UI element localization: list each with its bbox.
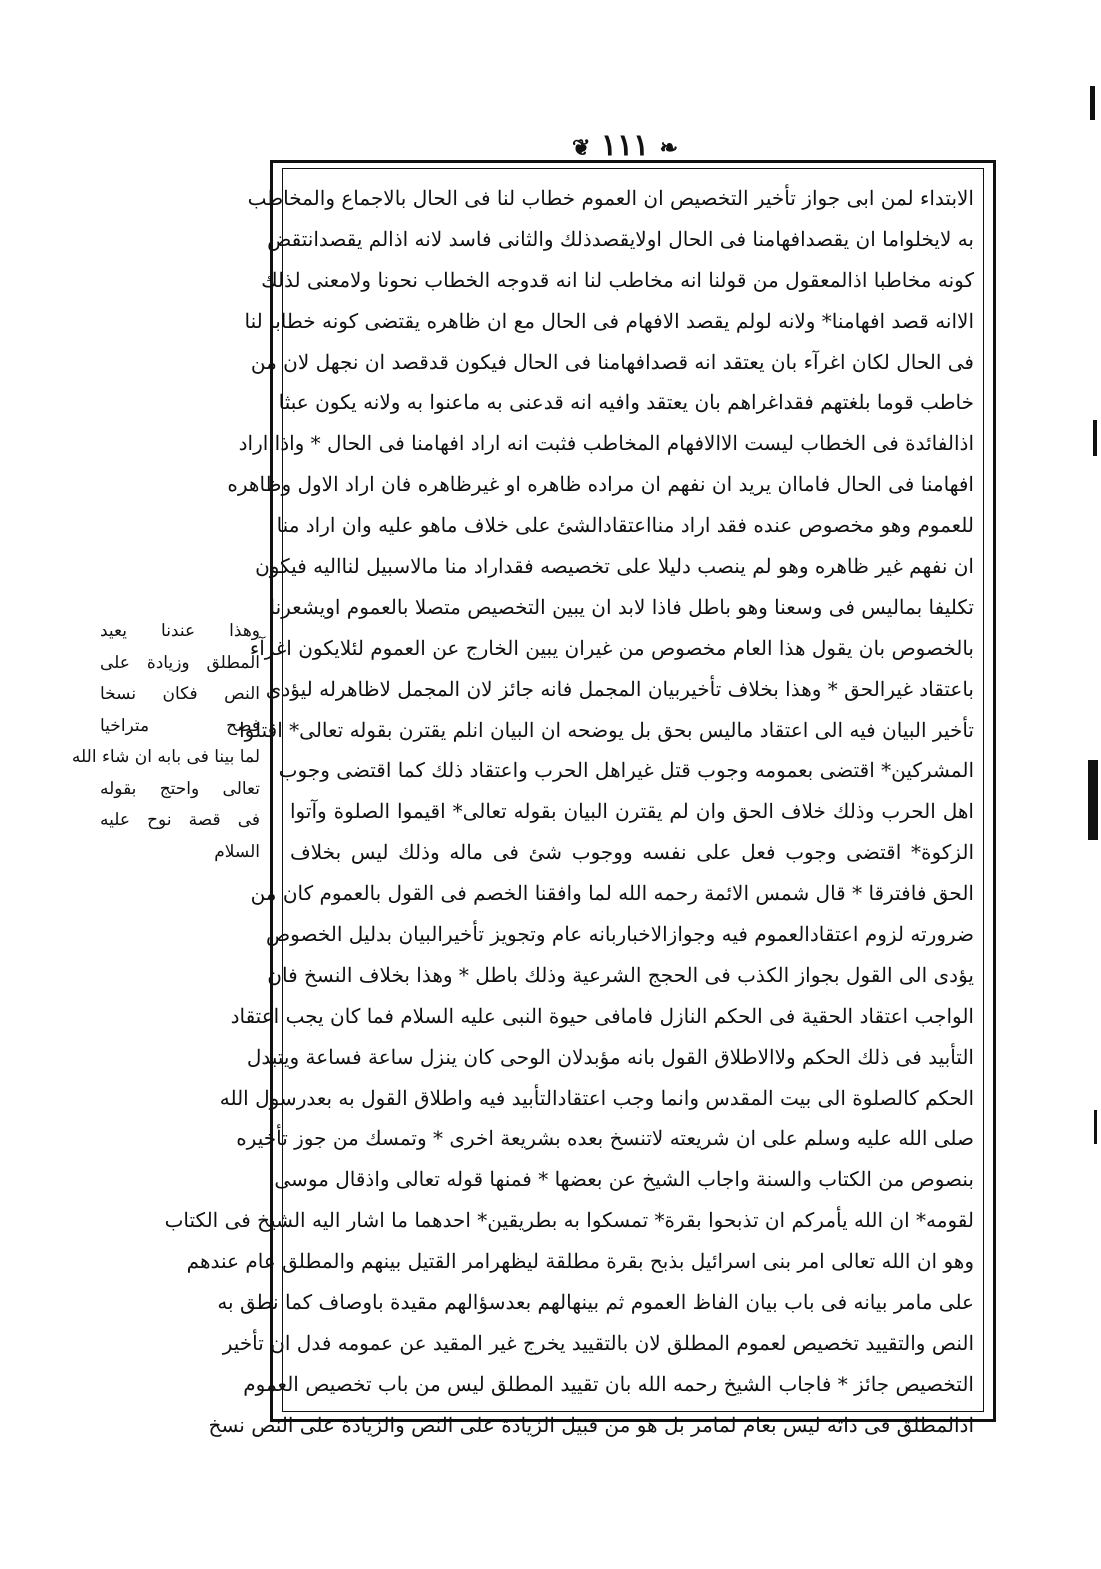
- ornament-left-icon: ❦: [571, 135, 591, 161]
- main-text-line: افهامنا فى الحال فاماان يريد ان نفهم ان مراده ظاهره او غيرظاهره فان اراد الاول وظاهره: [227, 472, 974, 497]
- main-text-line: ضرورته لزوم اعتقادالعموم فيه وجوازالاخباربانه عام وتجويز تأخيرالبيان بدليل الخصوص: [265, 922, 974, 947]
- main-text-line: الحق فافترقا * قال شمس الائمة رحمه الله لما وافقنا الخصم فى القول بالعموم كان من: [250, 881, 974, 906]
- main-text-line: الزكوة* اقتضى وجوب فعل على نفسه ووجوب شئ فى ماله وذلك ليس بخلاف: [290, 840, 974, 865]
- main-text-line: الابتداء لمن ابى جواز تأخير التخصيص ان العموم خطاب لنا فى الحال بالاجماع والمخاطب: [247, 186, 974, 210]
- edge-mark-lower: [1094, 1110, 1097, 1144]
- main-text-line: تأخير البيان فيه الى اعتقاد ماليس بحق بل يوضحه ان البيان انلم يقترن بقوله تعالى* اقتلوا: [239, 717, 974, 742]
- margin-note-line: فصح متراخيا: [100, 715, 260, 736]
- edge-mark-right: [1088, 760, 1098, 840]
- main-text-line: تكليفا بماليس فى وسعنا وهو باطل فاذا لابد ان يبين التخصيص متصلا بالعموم اويشعرنا: [269, 594, 974, 619]
- main-text-line: اهل الحرب وذلك خلاف الحق وان لم يقترن البيان بقوله تعالى* اقيموا الصلوة وآتوا: [290, 799, 974, 824]
- main-text-line: المشركين* اقتضى بعمومه وجوب قتل غيراهل الحرب واعتقاد ذلك كما اقتضى وجوب: [278, 758, 974, 783]
- ornament-right-icon: ❧: [659, 135, 679, 161]
- main-text-line: صلى الله عليه وسلم على ان شريعته لاتنسخ بعده بشريعة اخرى * وتمسك من جوز تأخيره: [236, 1126, 974, 1151]
- margin-note-line: السلام: [214, 841, 260, 862]
- page-number-value: ١١١: [600, 128, 650, 163]
- main-text-line: ان نفهم غير ظاهره وهو لم ينصب دليلا على تخصيصه فقداراد منا مالاسبيل لنااليه فيكون: [255, 554, 974, 579]
- margin-note-line: وهذا عندنا يعيد: [100, 621, 260, 641]
- main-text-line: النص والتقييد تخصيص لعموم المطلق لان بالتقييد يخرج غير المقيد عن عمومه فدل ان تأخير: [222, 1330, 974, 1355]
- margin-note-line: لما بينا فى بابه ان شاء الله: [71, 747, 260, 767]
- margin-note: [71, 616, 260, 868]
- margin-note-line: النص فكان نسخا: [100, 684, 260, 704]
- main-text-line: على مامر بيانه فى باب بيان الفاظ العموم ثم بينهالهم بعدسؤالهم مقيدة باوصاف كما نطق به: [217, 1290, 974, 1315]
- margin-note-line: تعالى واحتج بقوله: [100, 778, 260, 799]
- main-text-line: الحكم كالصلوة الى بيت المقدس وانما وجب اعتقادالتأبيد فيه واطلاق القول به بعدرسول الله: [219, 1085, 974, 1110]
- main-text-line: للعموم وهو مخصوص عنده فقد اراد منااعتقادالشئ على خلاف ماهو عليه وان اراد منا: [276, 513, 974, 538]
- main-text-line: به لايخلواما ان يقصدافهامنا فى الحال اولايقصدذلك والثانى فاسد لانه اذالم يقصدانتقض: [267, 226, 974, 251]
- main-text-line: بنصوص من الكتاب والسنة واجاب الشيخ عن بعضها * فمنها قوله تعالى واذقال موسى: [274, 1167, 974, 1192]
- main-text-line: التخصيص جائز * فاجاب الشيخ رحمه الله بان تقييد المطلق ليس من باب تخصيص العموم: [243, 1371, 974, 1396]
- main-text-line: اذالفائدة فى الخطاب ليست الاالافهام المخاطب فثبت انه اراد افهامنا فى الحال * واذا اراد: [238, 431, 974, 456]
- margin-note-line: فى قصة نوح عليه: [100, 810, 260, 830]
- margin-note-line: المطلق وزيادة على: [100, 652, 260, 673]
- main-text-line: يؤدى الى القول بجواز الكذب فى الحجج الشرعية وذلك باطل * وهذا بخلاف النسخ فان: [267, 962, 974, 987]
- main-text-line: وهو ان الله تعالى امر بنى اسرائيل بذبح بقرة مطلقة ليظهرامر القتيل بينهم والمطلق عام عندهم: [186, 1249, 974, 1274]
- main-text-line: لقومه* ان الله يأمركم ان تذبحوا بقرة* تمسكوا به بطريقين* احدهما ما اشار اليه الشيخ فى الكتاب: [164, 1208, 974, 1233]
- main-text-line: باعتقاد غيرالحق * وهذا بخلاف تأخيربيان المجمل فانه جائز لان المجمل لاظاهرله ليؤدى: [265, 676, 974, 701]
- main-text-line: بالخصوص بان يقول هذا العام مخصوص من غيران يبين الخارج عن العموم لئلايكون اغرآء: [249, 635, 974, 660]
- edge-mark-middle: [1093, 420, 1097, 456]
- edge-mark-top: [1090, 86, 1095, 120]
- main-text-line: الاانه قصد افهامنا* ولانه لولم يقصد الافهام فى الحال مع ان ظاهره يقتضى كونه خطابا لنا: [244, 308, 974, 333]
- main-text-line: اذالمطلق فى ذاته ليس بعام لمامر بل هو من قبيل الزيادة على النص والزيادة على النص نسخ: [208, 1412, 974, 1437]
- main-text-line: خاطب قوما بلغتهم فقداغراهم بان يعتقد وافيه انه قدعنى به ماعنوا به ولانه يكون عبثا: [278, 390, 974, 415]
- page-number: [560, 128, 690, 163]
- main-text-line: كونه مخاطبا اذالمعقول من قولنا انه مخاطب لنا انه قدوجه الخطاب نحونا ولامعنى لذلك: [261, 267, 974, 292]
- main-text-line: فى الحال لكان اغرآء بان يعتقد انه قصدافهامنا فى الحال فيكون قدقصد ان نجهل لان من: [250, 349, 974, 374]
- main-text-line: التأبيد فى ذلك الحكم ولاالاطلاق القول بانه مؤبدلان الوحى كان ينزل ساعة فساعة ويتبدل: [246, 1044, 974, 1069]
- main-text-line: الواجب اعتقاد الحقية فى الحكم النازل فامافى حيوة النبى عليه السلام فما كان يجب اعتقاد: [230, 1003, 974, 1028]
